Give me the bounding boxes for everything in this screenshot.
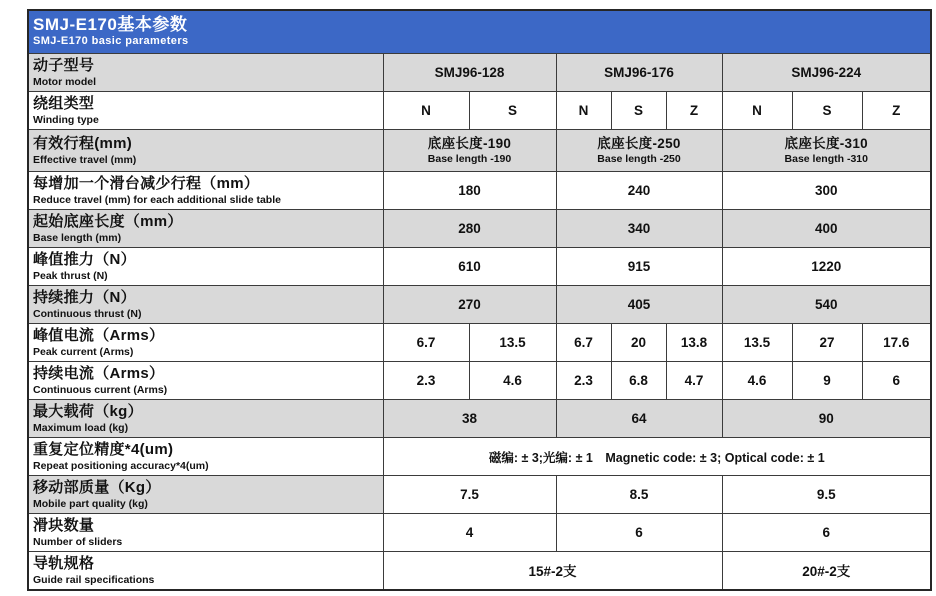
table-row <box>28 248 931 286</box>
cell-reduce-travel-2: 240 <box>556 172 722 210</box>
label-en: Base length (mm) <box>33 231 122 244</box>
row-label-continuous-current <box>28 362 383 400</box>
cell-peak-current: 6.7 <box>383 324 469 362</box>
cell-continuous-thrust-2: 405 <box>556 286 722 324</box>
label-zh: 持续推力（N） <box>33 289 136 307</box>
cell-continuous-current: 2.3 <box>556 362 611 400</box>
label-en: Continuous thrust (N) <box>33 307 142 320</box>
table-row <box>28 324 931 362</box>
cell-peak-current: 13.8 <box>666 324 722 362</box>
cell-continuous-thrust-1: 270 <box>383 286 556 324</box>
row-label-repeat-accuracy <box>28 438 383 476</box>
row-label-maximum-load <box>28 400 383 438</box>
cell-continuous-current: 9 <box>792 362 862 400</box>
row-label-base-length <box>28 210 383 248</box>
table-row <box>28 210 931 248</box>
spec-sheet <box>27 9 932 588</box>
cell-sliders-2: 6 <box>556 514 722 552</box>
row-label-continuous-thrust <box>28 286 383 324</box>
table-title-band <box>28 10 931 54</box>
label-en: Mobile part quality (kg) <box>33 497 148 510</box>
cell-base-length-1: 280 <box>383 210 556 248</box>
cell-sliders-1: 4 <box>383 514 556 552</box>
cell-continuous-current: 4.7 <box>666 362 722 400</box>
table-row <box>28 54 931 92</box>
cell-maximum-load-1: 38 <box>383 400 556 438</box>
cell-winding: N <box>556 92 611 130</box>
label-en: Maximum load (kg) <box>33 421 129 434</box>
cell-peak-current: 6.7 <box>556 324 611 362</box>
label-en: Guide rail specifications <box>33 573 155 586</box>
row-label-mobile-part-quality <box>28 476 383 514</box>
cell-winding: S <box>611 92 666 130</box>
label-zh: 导轨规格 <box>33 554 95 572</box>
label-zh: 绕组类型 <box>33 95 95 113</box>
table-row <box>28 92 931 130</box>
value-zh: 底座长度-190 <box>427 136 512 152</box>
cell-peak-current: 27 <box>792 324 862 362</box>
cell-motor-model-3: SMJ96-224 <box>722 54 931 92</box>
cell-guide-rail-2: 20#-2支 <box>722 552 931 590</box>
cell-winding: N <box>383 92 469 130</box>
cell-peak-current: 13.5 <box>469 324 556 362</box>
cell-continuous-current: 2.3 <box>383 362 469 400</box>
label-zh: 持续电流（Arms） <box>33 365 165 383</box>
cell-guide-rail-1: 15#-2支 <box>383 552 722 590</box>
cell-maximum-load-3: 90 <box>722 400 931 438</box>
cell-peak-current: 20 <box>611 324 666 362</box>
table-row <box>28 438 931 476</box>
cell-peak-thrust-2: 915 <box>556 248 722 286</box>
label-en: Peak current (Arms) <box>33 345 134 358</box>
table-row <box>28 130 931 172</box>
label-en: Repeat positioning accuracy*4(um) <box>33 459 209 472</box>
label-zh: 每增加一个滑台减少行程（mm） <box>33 175 260 193</box>
value-zh: 底座长度-310 <box>784 136 868 152</box>
cell-effective-travel-2 <box>556 130 722 172</box>
cell-sliders-3: 6 <box>722 514 931 552</box>
cell-continuous-current: 6 <box>862 362 931 400</box>
cell-reduce-travel-1: 180 <box>383 172 556 210</box>
cell-effective-travel-3 <box>722 130 931 172</box>
table-row <box>28 400 931 438</box>
value-zh: 底座长度-250 <box>597 136 681 152</box>
label-zh: 移动部质量（Kg） <box>33 479 161 497</box>
cell-continuous-current: 4.6 <box>722 362 792 400</box>
label-zh: 最大载荷（kg） <box>33 403 143 421</box>
cell-winding: S <box>469 92 556 130</box>
label-zh: 重复定位精度*4(um) <box>33 441 174 459</box>
cell-mobile-part-3: 9.5 <box>722 476 931 514</box>
cell-mobile-part-1: 7.5 <box>383 476 556 514</box>
cell-continuous-thrust-3: 540 <box>722 286 931 324</box>
label-en: Number of sliders <box>33 535 123 548</box>
label-en: Effective travel (mm) <box>33 153 137 166</box>
row-label-effective-travel <box>28 130 383 172</box>
table-row <box>28 552 931 590</box>
cell-continuous-current: 6.8 <box>611 362 666 400</box>
row-label-winding-type <box>28 92 383 130</box>
cell-motor-model-2: SMJ96-176 <box>556 54 722 92</box>
row-label-peak-thrust <box>28 248 383 286</box>
cell-winding: Z <box>862 92 931 130</box>
label-en: Winding type <box>33 113 99 126</box>
row-label-motor-model <box>28 54 383 92</box>
cell-repeat-accuracy: 磁编: ± 3;光编: ± 1 Magnetic code: ± 3; Optical code: ± 1 <box>383 438 931 476</box>
cell-base-length-2: 340 <box>556 210 722 248</box>
page-subtitle: SMJ-E170 basic parameters <box>33 34 189 47</box>
cell-peak-thrust-3: 1220 <box>722 248 931 286</box>
cell-continuous-current: 4.6 <box>469 362 556 400</box>
cell-effective-travel-1 <box>383 130 556 172</box>
table-row <box>28 476 931 514</box>
cell-reduce-travel-3: 300 <box>722 172 931 210</box>
row-label-number-of-sliders <box>28 514 383 552</box>
label-zh: 动子型号 <box>33 57 95 75</box>
cell-base-length-3: 400 <box>722 210 931 248</box>
value-en: Base length -250 <box>597 152 681 165</box>
parameters-table <box>27 9 932 591</box>
cell-winding: N <box>722 92 792 130</box>
row-label-reduce-travel <box>28 172 383 210</box>
page-title: SMJ-E170基本参数 <box>33 15 188 35</box>
table-row <box>28 286 931 324</box>
label-zh: 峰值推力（N） <box>33 251 136 269</box>
cell-peak-current: 17.6 <box>862 324 931 362</box>
label-en: Continuous current (Arms) <box>33 383 168 396</box>
table-row <box>28 172 931 210</box>
label-en: Peak thrust (N) <box>33 269 108 282</box>
table-header-row <box>28 10 931 54</box>
label-zh: 峰值电流（Arms） <box>33 327 165 345</box>
cell-winding: S <box>792 92 862 130</box>
value-en: Base length -190 <box>427 152 512 165</box>
label-en: Reduce travel (mm) for each additional slide table <box>33 193 281 206</box>
cell-maximum-load-2: 64 <box>556 400 722 438</box>
cell-peak-current: 13.5 <box>722 324 792 362</box>
table-row <box>28 362 931 400</box>
cell-winding: Z <box>666 92 722 130</box>
label-zh: 有效行程(mm) <box>33 135 133 153</box>
label-zh: 滑块数量 <box>33 517 95 535</box>
table-row <box>28 514 931 552</box>
label-zh: 起始底座长度（mm） <box>33 213 183 231</box>
cell-motor-model-1: SMJ96-128 <box>383 54 556 92</box>
cell-mobile-part-2: 8.5 <box>556 476 722 514</box>
value-en: Base length -310 <box>784 152 868 165</box>
row-label-guide-rail <box>28 552 383 590</box>
label-en: Motor model <box>33 75 96 88</box>
cell-peak-thrust-1: 610 <box>383 248 556 286</box>
row-label-peak-current <box>28 324 383 362</box>
